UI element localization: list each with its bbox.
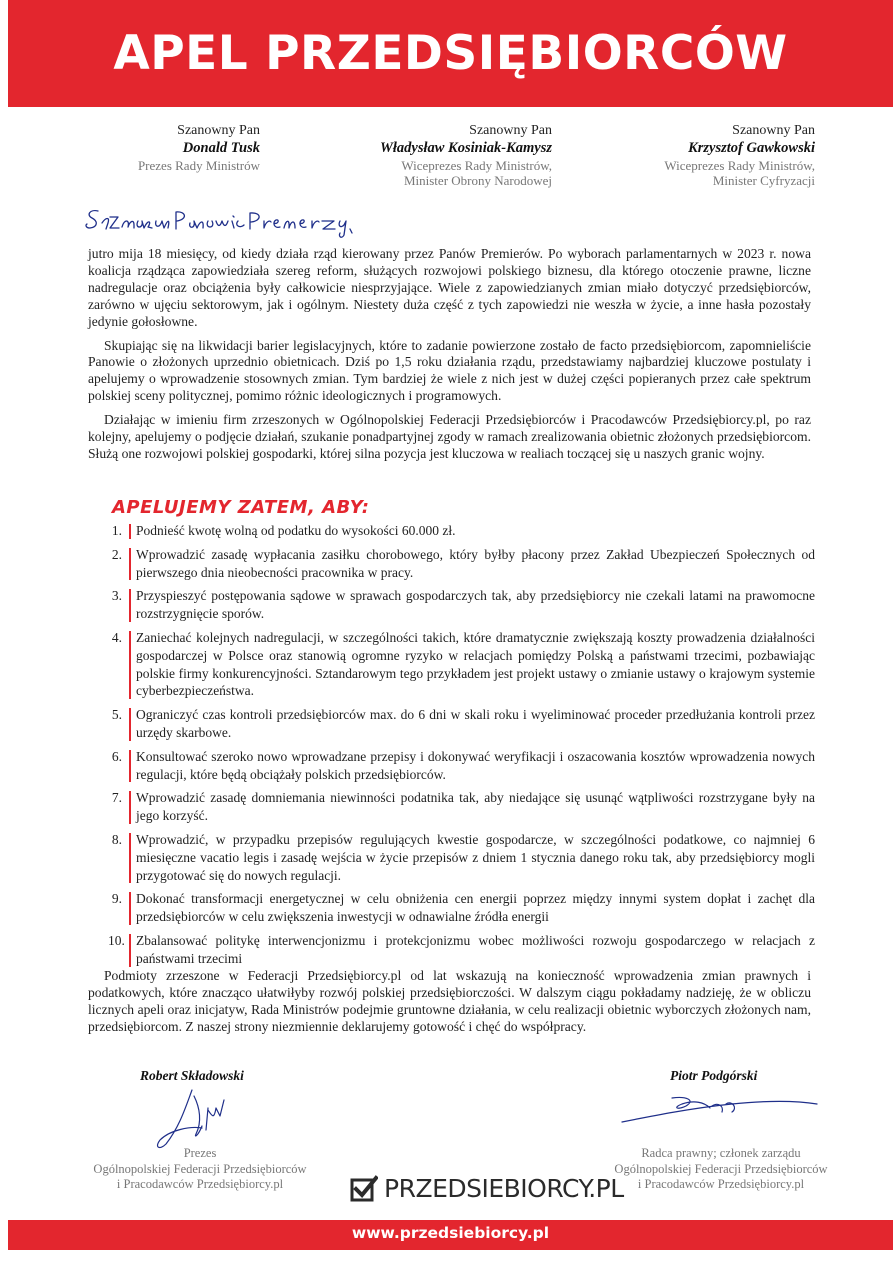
footer-banner bbox=[8, 1220, 893, 1250]
addressee-role-line: Wiceprezes Rady Ministrów, bbox=[401, 158, 552, 173]
appeal-item-number: 9. bbox=[111, 891, 122, 907]
appeal-item-text: Przyspieszyć postępowania sądowe w sprawach gospodarczych tak, aby przedsiębiorcy nie czekali latami na prawomocne rozstrzygnięcie sporów. bbox=[136, 588, 815, 622]
appeal-item-text: Zbalansować politykę interwencjonizmu i protekcjonizmu wobec możliwości rozwoju gospodarczego w relacjach z państwami trzecimi bbox=[136, 932, 815, 966]
accent-bar bbox=[129, 631, 131, 699]
appeal-item-number: 8. bbox=[111, 831, 122, 847]
letter-intro bbox=[88, 246, 811, 463]
intro-paragraph: Skupiając się na likwidacji barier legislacyjnych, które to zadanie powierzone zostało de facto przedsiębiorcom, zapomnieliście Panowie o złożonych uprzednio obietnicach. Dziś po 1,5 roku działania rządu, przedstawiamy najbardziej kluczowe postulaty i apelujemy o wprowadzenie stosownych zmian. Tym bardziej że wiele z nich jest w dużej części popieranych przez całe spektrum polskiej sceny politycznej, pomimo różnic ideologicznych i programowych. bbox=[88, 337, 811, 404]
accent-bar bbox=[129, 892, 131, 925]
header-banner bbox=[8, 0, 893, 107]
appeal-item-number: 7. bbox=[111, 790, 122, 806]
addressee-role-line: Minister Cyfryzacji bbox=[712, 173, 815, 188]
appeal-item-text: Ograniczyć czas kontroli przedsiębiorców max. do 6 dni w skali roku i wyeliminować proceder przedłużania kontroli przez urzędy skarbowe. bbox=[136, 707, 815, 740]
appeal-item-number: 3. bbox=[111, 588, 122, 604]
signatory-role-line: i Pracodawców Przedsiębiorcy.pl bbox=[116, 1177, 284, 1191]
signatory-name-right: Piotr Podgórski bbox=[670, 1068, 758, 1083]
appeal-item-text: Wprowadzić, w przypadku przepisów regulujących kwestie gospodarcze, w szczególności podatkowe, co najmniej 6 miesięczne vacatio legis i zasadę wejścia w życie przepisów z dniem 1 stycznia danego roku tak, aby przedsiębiorcy mogli przygotować się do nowych regulacji. bbox=[136, 831, 815, 883]
accent-bar bbox=[129, 708, 131, 741]
footer-url[interactable]: www.przedsiebiorcy.pl bbox=[351, 1224, 550, 1242]
accent-bar bbox=[129, 589, 131, 622]
accent-bar bbox=[129, 548, 131, 581]
logo-wordmark: PRZEDSIEBIORCY.PL bbox=[384, 1174, 624, 1203]
checkbox-tick-icon bbox=[350, 1175, 378, 1203]
appeal-item bbox=[108, 890, 815, 926]
appeal-item-number: 2. bbox=[111, 546, 122, 562]
addressee-kosiniak-kamysz bbox=[330, 123, 552, 188]
appeal-item bbox=[108, 587, 815, 623]
appeal-item-text: Konsultować szeroko nowo wprowadzane przepisy i dokonywać weryfikacji i oszacowania kosztów wprowadzenia nowych regulacji, które będą obciążały polskich przedsiębiorców. bbox=[136, 748, 815, 782]
appeal-item-number: 10. bbox=[108, 932, 125, 948]
letter-closing bbox=[88, 968, 811, 1036]
organization-logo bbox=[350, 1174, 624, 1203]
closing-paragraph: Podmioty zrzeszone w Federacji Przedsiębiorcy.pl od lat wskazują na konieczność wprowadzenia zmian prawnych i podatkowych, które znacząco ułatwiłyby rozwój polskiej przedsiębiorczości. W dalszym ciągu pokładamy nadzieję, że w obliczu licznych apeli oraz inicjatyw, Rada Ministrów podejmie gruntowne działania, w celu realizacji obietnic wyborczych złożonych nam, przedsiębiorcom. Z naszej strony niezmiennie deklarujemy gotowość i chęć do współpracy. bbox=[88, 968, 811, 1034]
signatory-role-line: Ogólnopolskiej Federacji Przedsiębiorców bbox=[93, 1161, 307, 1176]
appeal-item-text: Dokonać transformacji energetycznej w celu obniżenia cen energii poprzez między innymi system dopłat i zachęt dla przedsiębiorców w celu zwiększenia inwestycji w odnawialne źródła energii bbox=[136, 891, 815, 925]
addressee-role-line: Minister Obrony Narodowej bbox=[403, 173, 552, 188]
addressee-name: Krzysztof Gawkowski bbox=[688, 140, 815, 156]
accent-bar bbox=[129, 934, 131, 967]
appeal-item-number: 4. bbox=[111, 629, 122, 645]
appeal-item-text: Zaniechać kolejnych nadregulacji, w szczególności takich, które dramatycznie zwiększają koszty prowadzenia działalności gospodarczej w Polsce oraz stanowią ogromne ryzyko w relacjach pomiędzy Polską a państwami trzecimi, pozbawiając polskie firmy konkurencyjności. Sztandarowym tego przykładem jest projekt ustawy o zmianie ustawy o krajowym systemie cyberbezpieczeństwa. bbox=[136, 629, 815, 699]
document-title: APEL PRZEDSIĘBIORCÓW bbox=[113, 26, 788, 81]
appeal-item-text: Wprowadzić zasadę domniemania niewinności podatnika tak, aby niedające się usunąć wątpliwości rozstrzygane były na jego korzyść. bbox=[136, 790, 815, 824]
signatory-role-line: Ogólnopolskiej Federacji Przedsiębiorców bbox=[614, 1161, 828, 1176]
addressee-salutation: Szanowny Pan bbox=[469, 123, 552, 138]
accent-bar bbox=[129, 524, 131, 539]
addressee-role: Prezes Rady Ministrów bbox=[137, 158, 260, 173]
handwritten-greeting bbox=[84, 203, 374, 239]
accent-bar bbox=[129, 833, 131, 883]
intro-paragraph: Działając w imieniu firm zrzeszonych w Ogólnopolskiej Federacji Przedsiębiorców i Pracodawców Przedsiębiorcy.pl, po raz kolejny, apelujemy o podjęcie działań, szukanie ponadpartyjnej zgody w ramach zrealizowania obietnic złożonych przedsiębiorcom. Służą one rozwojowi polskiej gospodarki, której silna pozycja jest kluczowa w realiach toczącej się u naszych granic wojny. bbox=[88, 412, 811, 461]
signatory-role-left bbox=[84, 1146, 316, 1193]
addressee-salutation: Szanowny Pan bbox=[732, 123, 815, 138]
signatory-role-right bbox=[600, 1146, 842, 1193]
signatory-role-line: Prezes bbox=[183, 1146, 217, 1160]
addressee-tusk bbox=[90, 123, 260, 173]
appeal-item bbox=[108, 789, 815, 825]
appeal-item-number: 1. bbox=[111, 523, 122, 538]
appeal-item bbox=[108, 629, 815, 700]
appeal-heading: APELUJEMY ZATEM, ABY: bbox=[112, 497, 370, 518]
appeal-item bbox=[108, 706, 815, 742]
appeal-list bbox=[108, 522, 815, 974]
appeal-item bbox=[108, 522, 815, 540]
addressee-gawkowski bbox=[610, 123, 815, 188]
signatory-role-line: i Pracodawców Przedsiębiorcy.pl bbox=[637, 1177, 805, 1191]
appeal-item bbox=[108, 932, 815, 968]
intro-paragraph: jutro mija 18 miesięcy, od kiedy działa rząd kierowany przez Panów Premierów. Po wyborach parlamentarnych w 2023 r. nowa koalicja rządząca zapowiedziała szereg reform, służących rozwojowi polskiego biznesu, dla którego otoczenie prawne, liczne nadregulacje oraz obciążenia były całkowicie niesprzyjające. Wiele z zapowiedzianych zmian miało dotyczyć przedsiębiorców, zarówno w ujęciu sektorowym, jak i ogólnym. Niestety duża część z tych zapowiedzi nie weszła w życie, a inne hasła pozostały jedynie gołosłowne. bbox=[88, 246, 811, 329]
addressee-role-line: Wiceprezes Rady Ministrów, bbox=[664, 158, 815, 173]
accent-bar bbox=[129, 750, 131, 783]
signatory-role-line: Radca prawny; członek zarządu bbox=[641, 1146, 801, 1160]
appeal-item bbox=[108, 748, 815, 784]
signatory-name-left: Robert Składowski bbox=[140, 1068, 244, 1083]
addressee-salutation: Szanowny Pan bbox=[177, 123, 260, 138]
appeal-item-number: 5. bbox=[111, 707, 122, 723]
signature-right bbox=[612, 1086, 832, 1136]
appeal-item-text: Podnieść kwotę wolną od podatku do wysokości 60.000 zł. bbox=[136, 523, 456, 538]
appeal-item bbox=[108, 546, 815, 582]
addressee-name: Władysław Kosiniak-Kamysz bbox=[379, 140, 552, 156]
accent-bar bbox=[129, 791, 131, 824]
addressee-name: Donald Tusk bbox=[182, 140, 260, 156]
appeal-item-text: Wprowadzić zasadę wypłacania zasiłku chorobowego, który byłby płacony przez Zakład Ubezpieczeń Społecznych od pierwszego dnia nieobecności pracownika w pracy. bbox=[136, 546, 815, 580]
appeal-item bbox=[108, 831, 815, 884]
appeal-item-number: 6. bbox=[111, 748, 122, 764]
